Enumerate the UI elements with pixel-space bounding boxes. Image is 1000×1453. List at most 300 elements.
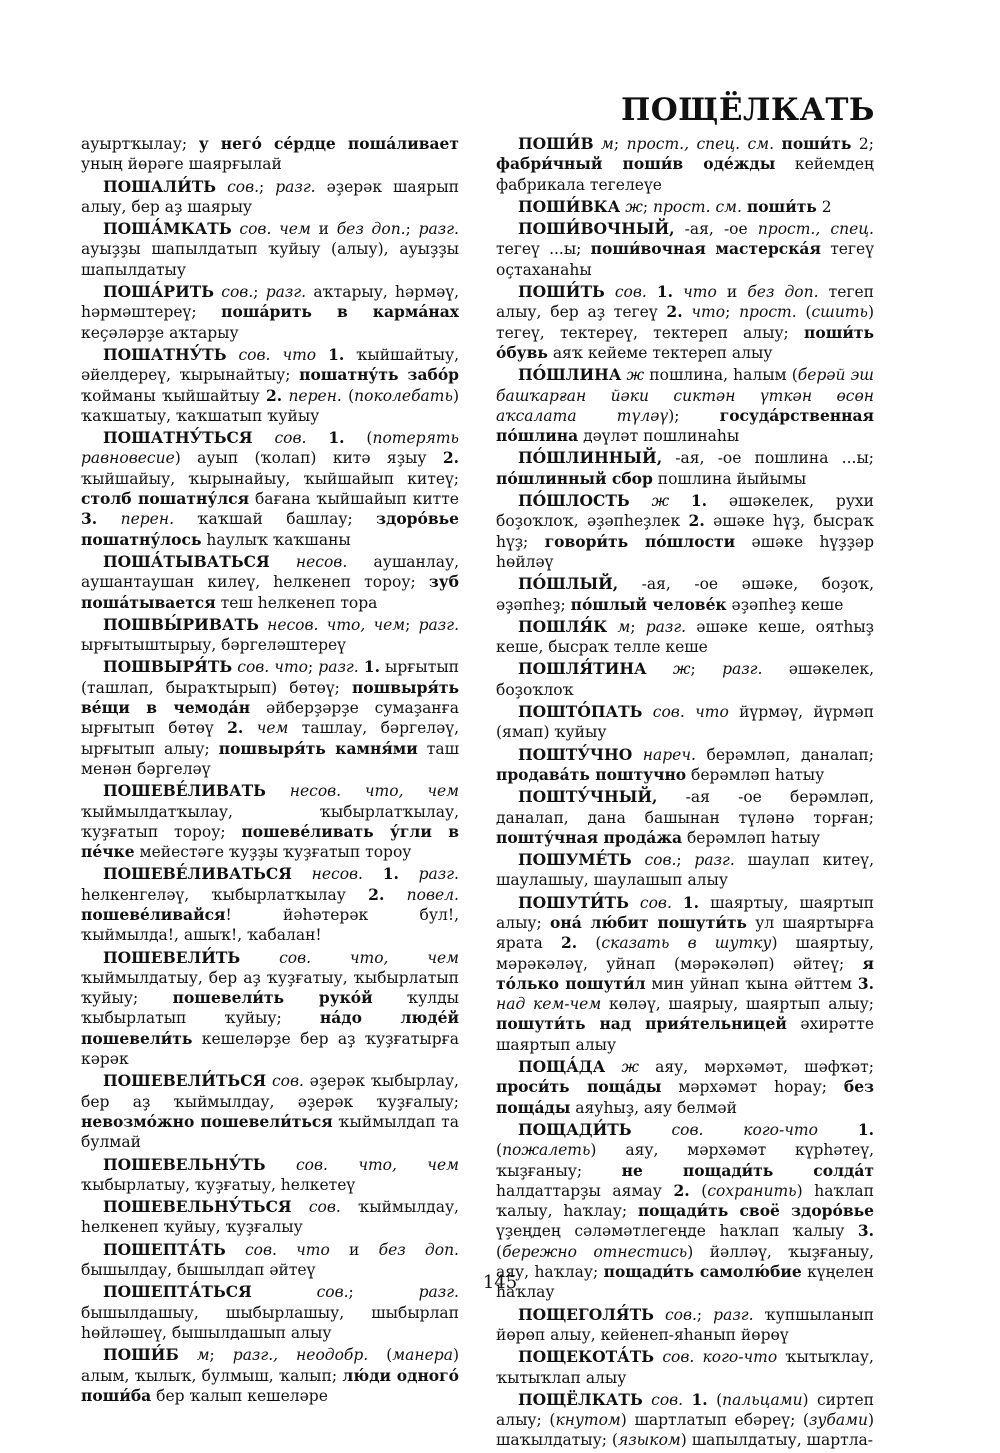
grammar-label: сов. (614, 283, 647, 302)
definition-text: ; (405, 220, 419, 239)
definition-text: и (716, 283, 748, 302)
dictionary-entry (496, 659, 874, 700)
grammar-label: сов. (316, 1283, 349, 1302)
example-phrase: без поща́ды (496, 1077, 874, 1117)
dictionary-entry (496, 787, 874, 848)
definition-text: 2 (816, 197, 832, 216)
definition-text (363, 865, 383, 883)
example-phrase: пощади́ть самолю́бие (603, 1262, 802, 1282)
grammar-label: ж (626, 366, 645, 385)
definition-text: шаулап китеү, шаулашыу, шаулашып алыу (496, 851, 874, 890)
grammar-label: сказать в шутку (601, 934, 772, 953)
grammar-label: без доп. (336, 220, 406, 239)
grammar-label: разг., неодобр. (232, 1346, 369, 1365)
definition-text (384, 886, 406, 904)
definition-text (292, 1198, 309, 1216)
headword: ПОШУТИ́ТЬ (518, 892, 629, 912)
headword: ПО́ШЛИННЫЙ, (518, 448, 663, 468)
definition-text: ( (341, 386, 355, 405)
example-phrase: пошатну́ть забо́р (299, 365, 459, 385)
headword: ПОШТУ́ЧНО (518, 744, 633, 764)
definition-text: берәмләп, даналап; (695, 745, 874, 764)
definition-text (253, 429, 275, 447)
headword: ПОЩЁЛКАТЬ (518, 1389, 643, 1409)
grammar-label: без доп. (378, 1240, 459, 1259)
dictionary-entry (81, 948, 459, 1070)
grammar-label: прост., спец. (757, 220, 874, 239)
definition-text: ҡытыҡлау, ҡытыҡлап алыу (496, 1348, 874, 1387)
dictionary-entry (81, 219, 459, 280)
dictionary-entry (496, 491, 874, 572)
definition-text (818, 1121, 858, 1139)
headword: ПОШИ́ТЬ (518, 282, 605, 302)
dictionary-entry (496, 574, 874, 615)
example-phrase: здоро́вье пошатну́лось (81, 509, 459, 549)
definition-text: ; (307, 658, 319, 677)
definition-text: күңелен һаҡлау (496, 1263, 874, 1302)
dictionary-entry (496, 219, 874, 280)
grammar-label: зубами (808, 1411, 868, 1430)
grammar-label: несов. (295, 552, 348, 571)
grammar-label: языком (617, 1431, 681, 1450)
definition-text: ( (344, 429, 373, 448)
grammar-label: сов. что, чем (279, 948, 459, 967)
example-phrase: пошвыря́ть камня́ми (218, 738, 418, 758)
definition-text: аяу, мәрхәмәт, шәфҡәт; (638, 1058, 874, 1077)
grammar-label: ж (672, 660, 691, 679)
grammar-label: сов. (664, 1305, 697, 1324)
example-phrase: поши́ть о́бувь (496, 322, 874, 362)
example-phrase: у него́ се́рдце поша́ливает (198, 134, 459, 153)
example-phrase: пошвыря́ть ве́щи в чемода́н (81, 677, 459, 718)
definition-text (594, 135, 601, 153)
definition-text: ; (613, 135, 627, 153)
dictionary-entry (496, 702, 874, 743)
definition-text: һалдаттарҙы аямау (496, 1181, 674, 1200)
definition-text: ( (577, 934, 602, 953)
definition-text: бағана ҡыйшайып китте (249, 490, 459, 509)
example-phrase: поши́ть (781, 134, 852, 153)
grammar-label: сов. (274, 429, 307, 448)
definition-text: ; (253, 283, 266, 302)
dictionary-entry (496, 1305, 874, 1346)
example-phrase: 1. (382, 864, 399, 884)
definition-text: -ая, -ое (674, 220, 758, 239)
definition-text: әшәке һүҙ, бысраҡ һүҙ; (496, 512, 874, 551)
grammar-label: разг. (722, 660, 763, 679)
grammar-label: сов. что (652, 703, 729, 722)
example-phrase: 3. (857, 973, 874, 993)
grammar-label: прост. см. (652, 197, 742, 216)
definition-text: ) һаҡлап ҡалыу, һаҡлау; (496, 1181, 874, 1221)
definition-text: пошлина, һалым ( (644, 366, 798, 385)
definition-text: теш һелкенеп тора (215, 593, 378, 612)
grammar-label: берәй эш башҡарған йәки сиктән үткән өсөн аҡсалата түләү (496, 366, 874, 425)
definition-text: әшәкелек, боҙоҡлоҡ (496, 660, 874, 699)
grammar-label: поколебать (354, 386, 453, 405)
dictionary-entry (81, 282, 459, 343)
grammar-label: перен. (288, 386, 342, 405)
definition-text: аушанлау, аушантаушан килеү, һелкенеп тороу; (81, 552, 459, 592)
example-phrase: 1. (328, 428, 345, 448)
definition-text: мейестәге ҡуҙҙы ҡуҙғатып тороу (134, 843, 412, 862)
example-phrase: поша́рить в карма́нах (221, 302, 459, 322)
definition-text: ( (707, 1390, 723, 1409)
definition-text: ; (676, 851, 695, 870)
headword: ПОШИ́В (518, 134, 594, 153)
dictionary-entry (81, 345, 459, 426)
definition-text: ҡыймылдап та булмай (81, 1112, 460, 1152)
grammar-label: сов. (271, 1072, 304, 1091)
example-phrase: 1. (656, 282, 674, 302)
grammar-label: ж (651, 492, 670, 511)
grammar-label: над кем-чем (496, 995, 602, 1014)
definition-text: ) сиртеп алыу; ( (496, 1390, 874, 1430)
example-phrase: пошту́чная прода́жа (496, 827, 683, 847)
grammar-label: перен. (120, 510, 174, 529)
grammar-label: манера (392, 1346, 453, 1365)
example-phrase: продава́ть поштучно (496, 764, 687, 784)
grammar-label: сов. чем (239, 220, 311, 239)
example-phrase: 2. (666, 302, 683, 322)
definition-text (306, 429, 328, 447)
definition-text (632, 746, 643, 764)
definition-text: ) шаҡылдатыу; ( (496, 1411, 874, 1450)
grammar-label: м (196, 1346, 210, 1365)
grammar-label: бережно отнестись (502, 1242, 688, 1261)
headword: ПОШЕВЕЛИ́ТЬСЯ (103, 1071, 267, 1091)
example-phrase: говори́ть по́шлости (544, 531, 736, 551)
grammar-label: сов. (644, 851, 677, 870)
example-phrase: 1. (363, 657, 380, 677)
headword: ПОШЕВЕЛЬНУ́ТЬСЯ (103, 1197, 292, 1217)
definition-text: пошлина йыйымы (652, 469, 807, 488)
definition-text: ! йәһәтерәк бул!, ҡыймылда!, ашыҡ!, ҡабалан! (81, 905, 459, 945)
definition-text: ( (496, 1141, 503, 1160)
grammar-label: разг. (275, 177, 316, 196)
example-phrase: 1. (691, 1389, 708, 1409)
definition-text (669, 492, 691, 510)
grammar-label: м (617, 617, 631, 636)
definition-text: и (329, 1240, 379, 1259)
headword: ПОШТО́ПАТЬ (518, 702, 643, 722)
grammar-label: разг. (418, 865, 459, 884)
definition-text: ( (368, 1346, 393, 1365)
definition-text: ) алым, ҡылыҡ, булмыш, ҡалып; (81, 1346, 459, 1385)
definition-text: әшәкелек, рухи боҙоҡлоҡ, әҙәпһеҙлек (496, 492, 875, 531)
dictionary-entry (496, 893, 874, 1055)
grammar-label: сов. кого-что (662, 1348, 778, 1367)
definition-text: ырғытыштырыу, бәргеләштереү (81, 636, 346, 655)
definition-text (683, 1391, 691, 1409)
definition-text: аяҡ кейеме тектереп алыу (547, 343, 773, 362)
dictionary-entry (81, 615, 459, 656)
definition-text (97, 510, 120, 528)
dictionary-entry (81, 781, 459, 862)
definition-text: үҙеңдең сәләмәтлегеңде һаҡлап ҡалыу (496, 1222, 858, 1241)
dictionary-entry (81, 657, 459, 779)
definition-text: әҙерәк ҡыбырлау, бер аҙ ҡыймылдау, әҙерәк ҡуҙғалыу; (81, 1072, 459, 1111)
definition-text: ( (689, 1181, 708, 1200)
definition-text (243, 719, 256, 737)
page-number: 145 (482, 1272, 518, 1293)
grammar-label: прост. (739, 303, 797, 322)
definition-text: ҡаҡшай башлау; (174, 510, 377, 529)
definition-text: ырғытып (ташлап, быраҡтырып) бөтөү; (81, 658, 459, 697)
example-phrase: пощади́ть своё здоро́вье (637, 1201, 874, 1221)
definition-text: ҡыймылдатыу, бер аҙ ҡуҙғатыу, ҡыбырлатып ҡуйыу; (81, 968, 459, 1008)
grammar-label: разг. (694, 851, 735, 870)
headword: ПОЩЕКОТА́ТЬ (518, 1347, 655, 1367)
headword: ПОШЕПТА́ТЬ (103, 1239, 226, 1259)
definition-text: аяуһыҙ, аяу белмәй (570, 1098, 737, 1117)
dictionary-entry (496, 850, 874, 891)
definition-text (216, 178, 227, 196)
definition-text (266, 782, 290, 800)
grammar-label: разг. (418, 220, 459, 239)
headword: ПОЩЕГОЛЯ́ТЬ (518, 1304, 654, 1324)
grammar-label: без доп. (747, 283, 819, 302)
headword: ПОШТУ́ЧНЫЙ, (518, 787, 658, 807)
headword: ПОШИ́ВОЧНЫЙ, (518, 219, 675, 239)
grammar-label: разг. (713, 1305, 754, 1324)
example-phrase: по́шлинный сбор (496, 468, 653, 488)
example-phrase: столб пошатну́лся (81, 489, 250, 509)
definition-text: берәмләп һатыу (686, 765, 825, 784)
definition-text: шаяртыу, шаяртып алыу; (496, 893, 874, 932)
grammar-label: сов. (227, 177, 260, 196)
grammar-label: нареч. (642, 745, 696, 764)
grammar-label: прост., спец. см. (626, 135, 774, 153)
grammar-label: разг. (418, 1283, 459, 1302)
definition-text (399, 865, 419, 883)
definition-text: әйберҙәрҙе сумаҙанға ырғытып бөтөү (81, 699, 459, 738)
definition-text: ) аяу, мәрхәмәт күрһәтеү, ҡыҙғаныу; (496, 1141, 874, 1180)
definition-text: әҙерәк шаярып алыу, бер аҙ шаярыу (81, 177, 459, 216)
dictionary-entry (81, 428, 459, 550)
grammar-label: потерять равновесие (81, 429, 459, 468)
grammar-label: сохранить (707, 1181, 797, 1200)
grammar-label: сов. что (244, 1240, 330, 1259)
definition-text (654, 1306, 665, 1324)
grammar-label: что (691, 303, 726, 322)
definition-text (643, 1391, 651, 1409)
definition-text: 2; (851, 135, 874, 153)
headword: ПОША́РИТЬ (103, 282, 215, 302)
grammar-label: м (601, 135, 614, 153)
definition-text: һаулыҡ ҡаҡшаны (201, 530, 351, 549)
headword: ПОЩА́ДА (518, 1057, 606, 1077)
grammar-label: ж (621, 1058, 639, 1077)
grammar-label: пальцами (722, 1390, 803, 1409)
definition-text: ; (690, 660, 723, 679)
definition-text: ҡойманы ҡыйшайтыу (81, 386, 267, 405)
definition-text: тегеү оҫтаханаһы (496, 240, 874, 279)
definition-text: тегеп алыу, бер аҙ тегеү (496, 283, 874, 322)
example-phrase: лю́ди одного́ поши́ба (81, 1365, 459, 1405)
example-phrase: на́до люде́й пошевели́ть (81, 1008, 459, 1048)
definition-text: бышылдашыу, шыбырлашыу, шыбырлап һөйләшеү, бышылдашып алыу (81, 1303, 459, 1342)
definition-text (607, 618, 617, 636)
grammar-label: сов. что, чем (295, 1155, 459, 1174)
definition-text: кешеләрҙе бер аҙ ҡуҙғатырға кәрәк (81, 1029, 459, 1069)
headword: ПОШЕПТА́ТЬСЯ (103, 1282, 252, 1302)
headword: ПОШЕВЕ́ЛИВАТЬСЯ (103, 864, 292, 884)
definition-text (647, 660, 673, 678)
definition-text: тегеү ...ы; (496, 240, 591, 259)
example-phrase: поши́вочная мастерска́я (590, 239, 821, 259)
definition-text: көләү, шаярыу, шаяртып алыу; (601, 995, 874, 1014)
definition-text: ; (405, 615, 419, 634)
definition-text: ҡупшыланып йөрөп алыу, кейенеп-яһанып йөрөү (496, 1305, 874, 1344)
definition-text: йүрмәү, йүрмәп (ямап) ҡуйыу (496, 703, 874, 742)
grammar-label: сов. что (237, 658, 308, 677)
definition-text: ҡыбырлатыу, ҡуҙғатыу, һелкетеү (81, 1175, 356, 1194)
definition-text (316, 346, 328, 364)
grammar-label: сов. что (238, 345, 317, 364)
definition-text: ҡулды ҡыбырлатып ҡуйыу; (81, 989, 459, 1028)
definition-text: ; (630, 617, 646, 636)
definition-text: дәүләт пошлинаһы (578, 427, 740, 446)
definition-text: әҙәпһеҙ кеше (726, 595, 844, 614)
definition-text (673, 283, 683, 301)
left-column (81, 134, 459, 1408)
dictionary-entry (81, 552, 459, 613)
dictionary-entry (496, 1390, 874, 1451)
dictionary-entry (81, 1197, 459, 1238)
dictionary-entry (496, 617, 874, 658)
definition-text: мин уйнап ҡына әйттем (645, 974, 858, 993)
definition-text (630, 492, 652, 510)
definition-text: мәрхәмәт һорау; (661, 1078, 844, 1097)
definition-text: ) ауып (ҡолап) китә яҙыу (174, 449, 443, 468)
headword: ПОШАТНУ́ТЬ (103, 344, 227, 364)
definition-text: -ая, -ое әшәке, боҙоҡ, әҙәпһеҙ; (496, 575, 874, 614)
grammar-label: ж (625, 197, 643, 216)
definition-text: аҡтарыу, һәрмәү, һәрмәштереү; (81, 283, 459, 322)
dictionary-entry (81, 1155, 459, 1196)
headword: ПОЩАДИ́ТЬ (518, 1119, 632, 1139)
definition-text: ташлау, бәргеләү, ырғытып алыу; (81, 719, 459, 758)
definition-text: ; (642, 197, 653, 216)
headword: ПОШВЫРЯ́ТЬ (103, 657, 233, 677)
headword: ПОШЛЯ́К (518, 616, 608, 636)
grammar-label: чем (256, 719, 289, 738)
grammar-label: разг. (645, 617, 687, 636)
headword: ПОШЕВЕЛЬНУ́ТЬ (103, 1154, 266, 1174)
grammar-label: разг. (265, 283, 307, 302)
definition-text (240, 949, 279, 967)
dictionary-entry (81, 864, 459, 945)
definition-text: ); (668, 406, 720, 425)
example-phrase: 2. (673, 1180, 690, 1200)
definition-text: ) ҡаҡшатыу, ҡаҡшатып ҡуйыу (81, 386, 459, 425)
definition-text (270, 553, 296, 571)
headword: ПОША́МКАТЬ (103, 219, 232, 239)
example-phrase: 2. (266, 385, 283, 405)
definition-text: бер ҡалып кешеләре (151, 1386, 328, 1405)
grammar-label: что (683, 283, 717, 302)
dictionary-entry (81, 1345, 459, 1406)
definition-text (292, 865, 312, 883)
headword: ПОШЕВЕЛИ́ТЬ (103, 947, 241, 967)
example-phrase: я то́лько пошути́л (496, 953, 874, 993)
dictionary-entry (81, 177, 459, 218)
example-phrase: пошевели́ть руко́й (172, 988, 373, 1008)
dictionary-entry (496, 745, 874, 786)
grammar-label: сшить (811, 303, 868, 322)
definition-text (642, 703, 652, 721)
definition-text: бышылдау, бышылдап әйтеү (81, 1261, 316, 1280)
definition-text: ҡыйшайыу, ҡырынайыу, ҡыйшайып китеү; (81, 469, 459, 488)
definition-text: кейемдең фабрикала тегелеүе (496, 155, 874, 194)
definition-text: ҡыймылдатҡылау, ҡыбырлатҡылау, ҡуҙғатып тороу; (81, 802, 459, 841)
headword: ПОШАЛИ́ТЬ (103, 176, 217, 196)
definition-text (632, 1121, 672, 1139)
dictionary-entry (496, 282, 874, 363)
definition-text (672, 894, 683, 912)
definition-text (259, 616, 267, 634)
definition-text (629, 894, 640, 912)
example-phrase: 3. (857, 1221, 874, 1241)
definition-text: һелкенгеләү, ҡыбырлатҡылау (81, 885, 369, 904)
grammar-label: повел. (406, 885, 459, 904)
example-phrase: зуб поша́тывается (81, 572, 459, 612)
example-phrase: пошеве́ливайся (81, 904, 226, 924)
grammar-label: несов. что, чем (289, 782, 459, 801)
dictionary-entry (496, 197, 874, 217)
example-phrase: 3. (81, 509, 98, 529)
definition-text: әшәке һүҙҙәр һөйләү (496, 532, 874, 571)
headword: ПОШАТНУ́ТЬСЯ (103, 428, 253, 448)
definition-text (605, 1058, 621, 1076)
definition-text: ) шапылдатыу, шартла- (680, 1431, 874, 1450)
grammar-label: сов. (308, 1198, 341, 1217)
example-phrase: она́ лю́бит пошути́ть (550, 912, 747, 932)
definition-text: әшәке кеше, оятһыҙ кеше, бысраҡ телле кеше (496, 617, 874, 657)
example-phrase: невозмо́жно пошевели́ться (81, 1111, 333, 1131)
definition-text (647, 283, 657, 301)
grammar-label: разг. (318, 658, 359, 677)
grammar-label: пожалеть (502, 1141, 591, 1160)
example-phrase: 2. (560, 933, 578, 953)
definition-text: уның йөрәге шаярғылай (81, 155, 282, 174)
example-phrase: пошеве́ливать у́гли в пе́чке (81, 821, 459, 862)
dictionary-entry (496, 448, 874, 489)
headword: ПО́ШЛИНА (518, 365, 622, 385)
grammar-label: разг. (418, 615, 460, 634)
definition-text: -ая, -ое пошлина ...ы; (662, 449, 874, 468)
definition-text: ; (696, 1305, 714, 1324)
dictionary-entry (81, 134, 459, 175)
definition-text: кеҫәләрҙе аҡтарыу (81, 323, 239, 342)
definition-text: әхирәтте шаяртып алыу (496, 1015, 875, 1054)
grammar-label: кнутом (555, 1411, 621, 1430)
headword: ПОШЛЯ́ТИНА (518, 659, 647, 679)
example-phrase: 2. (368, 884, 385, 904)
example-phrase: госуда́рственная по́шлина (496, 405, 874, 446)
dictionary-entry (496, 1057, 874, 1118)
example-phrase: 1. (690, 491, 708, 511)
definition-text (227, 346, 239, 364)
definition-text: ; (725, 303, 740, 322)
grammar-label: сов. (639, 893, 672, 912)
definition-text (179, 1346, 197, 1364)
example-phrase: по́шлый челове́к (570, 594, 727, 614)
definition-text: ул шаяртырға ярата (496, 913, 874, 953)
definition-text: таш менән бәргеләү (81, 739, 460, 778)
definition-text: ҡыйшайтыу, әйелдереү, ҡырынайтыу; (81, 345, 459, 385)
